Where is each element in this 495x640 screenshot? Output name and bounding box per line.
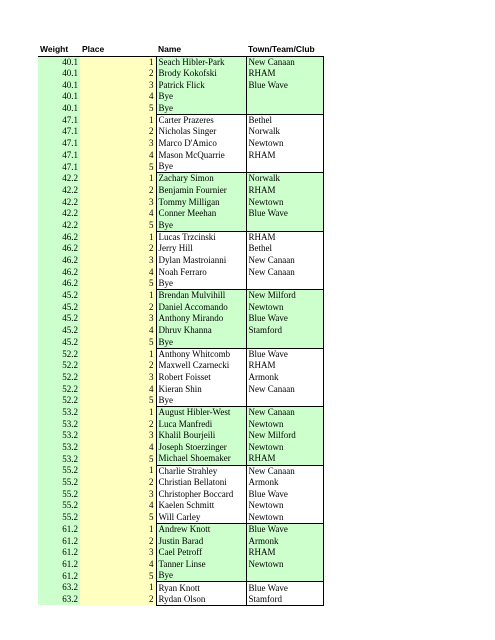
cell-name: Michael Shoemaker — [156, 453, 246, 465]
cell-weight: 55.2 — [38, 500, 80, 512]
table-row — [38, 500, 323, 512]
table-row — [38, 150, 323, 162]
table-row — [38, 559, 323, 571]
cell-team: New Canaan — [246, 465, 323, 477]
cell-weight: 63.2 — [38, 594, 80, 606]
cell-weight: 53.2 — [38, 442, 80, 454]
cell-weight: 61.2 — [38, 524, 80, 536]
cell-weight: 52.2 — [38, 348, 80, 360]
cell-place: 4 — [80, 325, 156, 337]
cell-weight: 53.2 — [38, 407, 80, 419]
cell-weight: 52.2 — [38, 372, 80, 384]
cell-weight: 47.1 — [38, 126, 80, 138]
cell-team: Newtown — [246, 442, 323, 454]
cell-place: 2 — [80, 477, 156, 489]
cell-place: 2 — [80, 126, 156, 138]
cell-name: Bye — [156, 103, 246, 115]
cell-name: Bye — [156, 220, 246, 232]
cell-name: Anthony Mirando — [156, 313, 246, 325]
cell-place: 5 — [80, 103, 156, 115]
cell-place: 5 — [80, 570, 156, 582]
cell-name: Joseph Stoerzinger — [156, 442, 246, 454]
cell-team: Norwalk — [246, 173, 323, 185]
cell-place: 2 — [80, 360, 156, 372]
table-row — [38, 290, 323, 302]
cell-name: Jerry Hill — [156, 243, 246, 255]
cell-team: RHAM — [246, 453, 323, 465]
cell-place: 1 — [80, 173, 156, 185]
cell-team: Armonk — [246, 477, 323, 489]
cell-name: Cael Petroff — [156, 547, 246, 559]
cell-name: Nicholas Singer — [156, 126, 246, 138]
cell-weight: 46.2 — [38, 278, 80, 290]
cell-weight: 45.2 — [38, 337, 80, 349]
table-row — [38, 185, 323, 197]
cell-name: Rydan Olson — [156, 594, 246, 606]
cell-team: RHAM — [246, 68, 323, 80]
cell-name: Patrick Flick — [156, 79, 246, 91]
cell-place: 1 — [80, 348, 156, 360]
cell-weight: 55.2 — [38, 477, 80, 489]
cell-place: 4 — [80, 500, 156, 512]
table-row — [38, 360, 323, 372]
cell-place: 4 — [80, 266, 156, 278]
cell-place: 4 — [80, 383, 156, 395]
cell-weight: 40.1 — [38, 79, 80, 91]
table-row — [38, 313, 323, 325]
cell-team — [246, 278, 323, 290]
cell-name: Carter Prazeres — [156, 114, 246, 126]
header-team: Town/Team/Club — [246, 43, 323, 56]
cell-weight: 46.2 — [38, 266, 80, 278]
cell-place: 3 — [80, 79, 156, 91]
cell-name: Will Carley — [156, 512, 246, 524]
cell-team: Newtown — [246, 512, 323, 524]
cell-team: Newtown — [246, 196, 323, 208]
cell-place: 3 — [80, 430, 156, 442]
cell-place: 1 — [80, 290, 156, 302]
cell-name: Christian Bellatoni — [156, 477, 246, 489]
table-row — [38, 524, 323, 536]
table-row — [38, 430, 323, 442]
cell-team: New Canaan — [246, 383, 323, 395]
cell-place: 5 — [80, 395, 156, 407]
cell-weight: 45.2 — [38, 313, 80, 325]
cell-team: Stamford — [246, 325, 323, 337]
cell-team: Blue Wave — [246, 582, 323, 594]
cell-name: Ryan Knott — [156, 582, 246, 594]
cell-name: Dhruv Khanna — [156, 325, 246, 337]
cell-team — [246, 161, 323, 173]
cell-name: Anthony Whitcomb — [156, 348, 246, 360]
cell-weight: 47.1 — [38, 161, 80, 173]
cell-weight: 40.1 — [38, 68, 80, 80]
cell-weight: 53.2 — [38, 453, 80, 465]
table-row — [38, 301, 323, 313]
cell-place: 4 — [80, 559, 156, 571]
cell-name: Justin Barad — [156, 535, 246, 547]
cell-place: 2 — [80, 535, 156, 547]
cell-name: Bye — [156, 278, 246, 290]
cell-name: Brendan Mulvihill — [156, 290, 246, 302]
cell-place: 1 — [80, 231, 156, 243]
table-row — [38, 255, 323, 267]
cell-place: 3 — [80, 313, 156, 325]
table-row — [38, 126, 323, 138]
cell-name: Kaelen Schmitt — [156, 500, 246, 512]
table-row — [38, 278, 323, 290]
cell-weight: 42.2 — [38, 220, 80, 232]
cell-team: New Canaan — [246, 407, 323, 419]
cell-weight: 55.2 — [38, 512, 80, 524]
cell-team: RHAM — [246, 150, 323, 162]
cell-weight: 40.1 — [38, 91, 80, 103]
cell-weight: 40.1 — [38, 56, 80, 68]
cell-team: RHAM — [246, 547, 323, 559]
cell-place: 2 — [80, 185, 156, 197]
table-row — [38, 196, 323, 208]
cell-team: Blue Wave — [246, 348, 323, 360]
cell-place: 2 — [80, 243, 156, 255]
cell-team: Blue Wave — [246, 313, 323, 325]
cell-name: Bye — [156, 395, 246, 407]
cell-weight: 52.2 — [38, 395, 80, 407]
cell-place: 2 — [80, 68, 156, 80]
table-row — [38, 91, 323, 103]
cell-team: Blue Wave — [246, 79, 323, 91]
cell-weight: 45.2 — [38, 290, 80, 302]
cell-name: Bye — [156, 570, 246, 582]
cell-team: Norwalk — [246, 126, 323, 138]
table-row — [38, 395, 323, 407]
cell-name: Robert Foisset — [156, 372, 246, 384]
cell-place: 3 — [80, 488, 156, 500]
cell-place: 2 — [80, 301, 156, 313]
table-row — [38, 582, 323, 594]
table-row — [38, 114, 323, 126]
table-body — [38, 56, 323, 605]
cell-team: RHAM — [246, 360, 323, 372]
cell-weight: 53.2 — [38, 418, 80, 430]
cell-team — [246, 103, 323, 115]
cell-team — [246, 395, 323, 407]
cell-weight: 45.2 — [38, 325, 80, 337]
cell-name: Brody Kokofski — [156, 68, 246, 80]
table-row — [38, 442, 323, 454]
cell-name: Lucas Trzcinski — [156, 231, 246, 243]
cell-name: Bye — [156, 161, 246, 173]
table-row — [38, 407, 323, 419]
cell-name: Andrew Knott — [156, 524, 246, 536]
cell-place: 5 — [80, 512, 156, 524]
cell-team: Armonk — [246, 372, 323, 384]
cell-place: 5 — [80, 453, 156, 465]
table-row — [38, 348, 323, 360]
cell-team: Blue Wave — [246, 208, 323, 220]
cell-place: 5 — [80, 161, 156, 173]
cell-weight: 52.2 — [38, 360, 80, 372]
table-row — [38, 594, 323, 606]
cell-weight: 61.2 — [38, 535, 80, 547]
cell-name: Tommy Milligan — [156, 196, 246, 208]
cell-name: Khalil Bourjeili — [156, 430, 246, 442]
cell-name: Tanner Linse — [156, 559, 246, 571]
cell-place: 4 — [80, 150, 156, 162]
cell-weight: 47.1 — [38, 114, 80, 126]
table-row — [38, 570, 323, 582]
cell-weight: 47.1 — [38, 150, 80, 162]
cell-place: 3 — [80, 255, 156, 267]
table-row — [38, 453, 323, 465]
cell-team: Blue Wave — [246, 524, 323, 536]
cell-weight: 53.2 — [38, 430, 80, 442]
table-row — [38, 138, 323, 150]
cell-weight: 61.2 — [38, 559, 80, 571]
cell-team: Armonk — [246, 535, 323, 547]
cell-place: 1 — [80, 524, 156, 536]
cell-weight: 52.2 — [38, 383, 80, 395]
table-row — [38, 465, 323, 477]
cell-weight: 55.2 — [38, 488, 80, 500]
cell-name: Dylan Mastroianni — [156, 255, 246, 267]
cell-place: 1 — [80, 465, 156, 477]
cell-team: New Canaan — [246, 266, 323, 278]
cell-weight: 47.1 — [38, 138, 80, 150]
cell-weight: 63.2 — [38, 582, 80, 594]
cell-team: Newtown — [246, 301, 323, 313]
cell-team: Newtown — [246, 138, 323, 150]
cell-name: August Hibler-West — [156, 407, 246, 419]
cell-name: Bye — [156, 91, 246, 103]
cell-weight: 46.2 — [38, 255, 80, 267]
table-row — [38, 231, 323, 243]
cell-name: Daniel Accomando — [156, 301, 246, 313]
table-row — [38, 79, 323, 91]
cell-team: RHAM — [246, 231, 323, 243]
cell-place: 3 — [80, 372, 156, 384]
cell-team: New Canaan — [246, 255, 323, 267]
cell-place: 1 — [80, 407, 156, 419]
cell-place: 1 — [80, 582, 156, 594]
cell-weight: 46.2 — [38, 231, 80, 243]
results-table — [38, 43, 324, 606]
cell-name: Benjamin Fournier — [156, 185, 246, 197]
table-row — [38, 220, 323, 232]
cell-team: Stamford — [246, 594, 323, 606]
table-row — [38, 488, 323, 500]
cell-place: 5 — [80, 220, 156, 232]
cell-team: RHAM — [246, 185, 323, 197]
cell-team: Bethel — [246, 243, 323, 255]
cell-team — [246, 570, 323, 582]
cell-place: 4 — [80, 208, 156, 220]
cell-team: Newtown — [246, 500, 323, 512]
cell-place: 1 — [80, 56, 156, 68]
cell-name: Zachary Simon — [156, 173, 246, 185]
table-row — [38, 418, 323, 430]
cell-name: Kieran Shin — [156, 383, 246, 395]
table-row — [38, 208, 323, 220]
header-weight: Weight — [38, 43, 80, 56]
table-row — [38, 477, 323, 489]
cell-place: 2 — [80, 594, 156, 606]
cell-place: 1 — [80, 114, 156, 126]
cell-name: Mason McQuarrie — [156, 150, 246, 162]
header-name: Name — [156, 43, 246, 56]
cell-team — [246, 91, 323, 103]
cell-place: 5 — [80, 337, 156, 349]
cell-team: Bethel — [246, 114, 323, 126]
header-place: Place — [80, 43, 156, 56]
table-row — [38, 535, 323, 547]
table-row — [38, 266, 323, 278]
table-row — [38, 56, 323, 68]
table-row — [38, 547, 323, 559]
cell-team — [246, 220, 323, 232]
cell-name: Maxwell Czarnecki — [156, 360, 246, 372]
cell-name: Marco D'Amico — [156, 138, 246, 150]
cell-name: Bye — [156, 337, 246, 349]
table-row — [38, 173, 323, 185]
cell-weight: 45.2 — [38, 301, 80, 313]
cell-name: Noah Ferraro — [156, 266, 246, 278]
cell-weight: 61.2 — [38, 570, 80, 582]
table-row — [38, 383, 323, 395]
cell-place: 3 — [80, 138, 156, 150]
cell-place: 3 — [80, 547, 156, 559]
cell-name: Christopher Boccard — [156, 488, 246, 500]
cell-place: 3 — [80, 196, 156, 208]
table-row — [38, 243, 323, 255]
table-row — [38, 161, 323, 173]
cell-weight: 61.2 — [38, 547, 80, 559]
cell-team: New Canaan — [246, 56, 323, 68]
table-row — [38, 68, 323, 80]
cell-team: New Milford — [246, 430, 323, 442]
cell-place: 4 — [80, 91, 156, 103]
cell-weight: 42.2 — [38, 173, 80, 185]
header-row — [38, 43, 323, 56]
cell-weight: 42.2 — [38, 196, 80, 208]
table-row — [38, 325, 323, 337]
table-row — [38, 512, 323, 524]
cell-place: 5 — [80, 278, 156, 290]
cell-weight: 40.1 — [38, 103, 80, 115]
cell-team: Newtown — [246, 418, 323, 430]
cell-weight: 42.2 — [38, 208, 80, 220]
cell-team — [246, 337, 323, 349]
cell-team: New Milford — [246, 290, 323, 302]
cell-weight: 55.2 — [38, 465, 80, 477]
cell-name: Conner Meehan — [156, 208, 246, 220]
cell-name: Charlie Strahley — [156, 465, 246, 477]
cell-name: Luca Manfredi — [156, 418, 246, 430]
cell-team: Blue Wave — [246, 488, 323, 500]
cell-weight: 46.2 — [38, 243, 80, 255]
cell-weight: 42.2 — [38, 185, 80, 197]
table-row — [38, 337, 323, 349]
cell-place: 4 — [80, 442, 156, 454]
cell-team: Newtown — [246, 559, 323, 571]
cell-name: Seach Hibler-Park — [156, 56, 246, 68]
cell-place: 2 — [80, 418, 156, 430]
table-row — [38, 103, 323, 115]
table-row — [38, 372, 323, 384]
